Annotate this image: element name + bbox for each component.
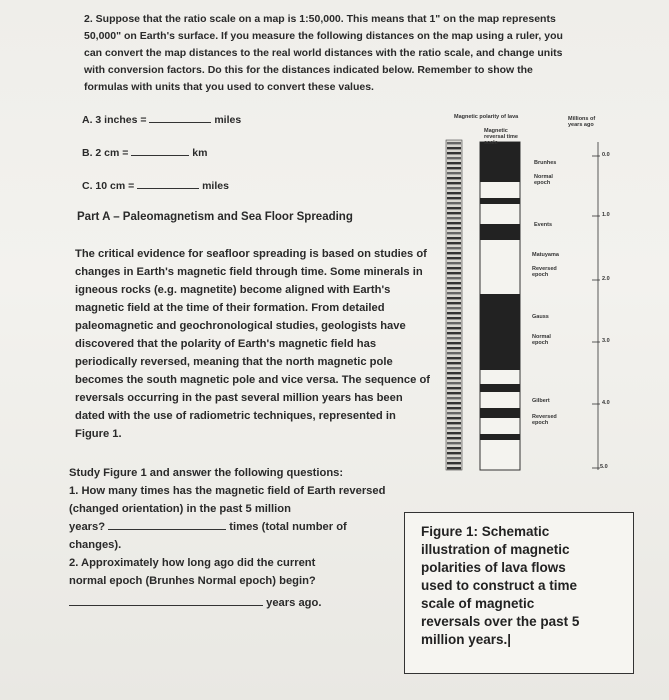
question-1-tail: changes).: [69, 539, 122, 551]
lava-flow-layer: [447, 232, 461, 234]
lava-flow-layer: [447, 202, 461, 204]
figure-1-diagram: [442, 112, 622, 480]
event-band-4: [480, 408, 520, 418]
lava-flow-layer: [447, 242, 461, 244]
lava-flow-layer: [447, 397, 461, 399]
lava-flow-layer: [447, 292, 461, 294]
lava-flow-layer: [447, 167, 461, 169]
study-instruction: Study Figure 1 and answer the following questions:: [69, 467, 344, 479]
lava-flow-column: [446, 140, 462, 470]
lava-flow-layer: [447, 462, 461, 464]
lava-flow-layer: [447, 372, 461, 374]
lava-flow-layer: [447, 362, 461, 364]
col3-header: Millions of years ago: [568, 116, 596, 128]
lava-flow-layer: [447, 407, 461, 409]
lava-flow-layer: [447, 182, 461, 184]
tick-label-0: 0.0: [602, 152, 610, 158]
reversal-time-scale: [480, 142, 520, 470]
lava-flow-layer: [447, 142, 461, 144]
lava-flow-layer: [447, 312, 461, 314]
col2-header: Magnetic reversal time scale: [484, 128, 518, 146]
item-b-answer-blank[interactable]: [131, 145, 189, 156]
lava-flow-layer: [447, 222, 461, 224]
lava-flow-layer: [447, 267, 461, 269]
lava-flow-layer: [447, 177, 461, 179]
item-c-answer-blank[interactable]: [137, 178, 199, 189]
epoch-gauss-normal: Normal epoch: [532, 334, 551, 346]
brunhes-normal-band: [480, 142, 520, 182]
event-band-5: [480, 434, 520, 440]
lava-flow-layer: [447, 147, 461, 149]
lava-flow-layer: [447, 157, 461, 159]
para-line-8: becomes the south magnetic pole and vice versa. The sequence of: [75, 374, 431, 386]
gauss-normal-band: [480, 294, 520, 370]
lava-flow-layer: [447, 367, 461, 369]
lava-flow-layer: [447, 192, 461, 194]
lava-flow-layer: [447, 382, 461, 384]
lava-flow-layer: [447, 197, 461, 199]
lava-flow-layer: [447, 417, 461, 419]
lava-flow-layer: [447, 467, 461, 469]
question-2-line-1: 2. Approximately how long ago did the current: [69, 557, 316, 569]
lava-flow-layer: [447, 357, 461, 359]
epoch-events: Events: [534, 222, 553, 228]
lava-flow-layer: [447, 317, 461, 319]
q2-line-3: can convert the map distances to the real world distances with the ratio scale, and change units: [84, 47, 563, 59]
lava-flow-layer: [447, 227, 461, 229]
lava-flow-layer: [447, 347, 461, 349]
lava-flow-layer: [447, 412, 461, 414]
lava-flow-layer: [447, 217, 461, 219]
lava-flow-layer: [447, 457, 461, 459]
para-line-7: periodically reversed, meaning that the north magnetic pole: [75, 356, 393, 368]
lava-flow-layer: [447, 342, 461, 344]
para-line-5: paleomagnetic and geochronological studies, geologists have: [75, 320, 406, 332]
q2-line-4: with conversion factors. Do this for the distances indicated below. Remember to show the: [84, 64, 533, 76]
figure-1-caption: Figure 1: Schematic illustration of magnetic polarities of lava flows used to construct a time scale of magnetic reversals over the past 5 million years.|: [421, 524, 580, 647]
lava-flow-layer: [447, 307, 461, 309]
item-c: [82, 178, 229, 192]
item-b: [82, 145, 207, 159]
epoch-gilbert-reversed: Reversed epoch: [532, 414, 557, 426]
lava-flow-layer: [447, 262, 461, 264]
lava-flow-layer: [447, 287, 461, 289]
question-1-suffix: times (total number of: [229, 521, 347, 533]
lava-flow-layer: [447, 452, 461, 454]
tick-label-2: 2.0: [602, 276, 610, 282]
lava-flow-layer: [447, 387, 461, 389]
para-line-9: reversals occurring in the past several million years has been: [75, 392, 403, 404]
item-a: [82, 112, 241, 126]
item-a-label: A. 3 inches =: [82, 114, 147, 126]
lava-flow-layer: [447, 327, 461, 329]
part-a-title: Part A – Paleomagnetism and Sea Floor Spreading: [77, 211, 353, 223]
question-1-line-1: 1. How many times has the magnetic field of Earth reversed: [69, 485, 386, 497]
item-b-unit: km: [192, 147, 208, 159]
event-band-2: [480, 224, 520, 240]
lava-flow-layer: [447, 187, 461, 189]
figure-1-caption-box: [404, 512, 634, 674]
tick-label-3: 3.0: [602, 338, 610, 344]
epoch-matuyama: Matuyama: [532, 252, 559, 258]
lava-flow-layer: [447, 162, 461, 164]
para-line-11: Figure 1.: [75, 428, 122, 440]
lava-flow-layer: [447, 272, 461, 274]
para-line-4: magnetic field at the time of their formation. From detailed: [75, 302, 385, 314]
question-1-prefix: years?: [69, 521, 106, 533]
para-line-6: discovered that the polarity of Earth's magnetic field has: [75, 338, 377, 350]
tick-label-1: 1.0: [602, 212, 610, 218]
epoch-matuyama-reversed: Reversed epoch: [532, 266, 557, 278]
lava-flow-layer: [447, 212, 461, 214]
epoch-gilbert: Gilbert: [532, 398, 550, 404]
lava-flow-layer: [447, 432, 461, 434]
question-1-line-2: (changed orientation) in the past 5 million: [69, 503, 291, 515]
lava-flow-layer: [447, 247, 461, 249]
lava-flow-layer: [447, 442, 461, 444]
q2-line-2: 50,000" on Earth's surface. If you measure the following distances on the map using a ruler, you: [84, 30, 563, 42]
para-line-10: dated with the use of radiometric techniques, represented in: [75, 410, 396, 422]
lava-flow-layer: [447, 252, 461, 254]
item-c-unit: miles: [202, 180, 229, 192]
lava-flow-layer: [447, 297, 461, 299]
lava-flow-layer: [447, 332, 461, 334]
epoch-gauss: Gauss: [532, 314, 549, 320]
lava-flow-layer: [447, 402, 461, 404]
para-line-2: changes in Earth's magnetic field through time. Some minerals in: [75, 266, 423, 278]
age-axis: [592, 142, 600, 470]
event-band-3: [480, 384, 520, 392]
epoch-brunhes: Brunhes: [534, 160, 557, 166]
event-band-1: [480, 198, 520, 204]
lava-flow-layer: [447, 282, 461, 284]
question-2-answer-line: [69, 594, 321, 612]
question-2-line-2: normal epoch (Brunhes Normal epoch) begin?: [69, 575, 316, 587]
para-line-1: The critical evidence for seafloor spreading is based on studies of: [75, 248, 427, 260]
lava-flow-layer: [447, 447, 461, 449]
lava-flow-layer: [447, 392, 461, 394]
lava-flow-layer: [447, 172, 461, 174]
question-2-answer-blank[interactable]: [69, 595, 263, 606]
lava-flow-layer: [447, 322, 461, 324]
item-a-unit: miles: [214, 114, 242, 126]
item-b-label: B. 2 cm =: [82, 147, 129, 159]
lava-flow-layer: [447, 277, 461, 279]
q2-line-1: 2. Suppose that the ratio scale on a map is 1:50,000. This means that 1" on the map represents: [84, 13, 556, 25]
question-1-answer-line: [69, 518, 347, 536]
q2-line-5: formulas with units that you used to convert these values.: [84, 81, 374, 93]
question-2-suffix: years ago.: [266, 597, 322, 609]
para-line-3: igneous rocks (e.g. magnetite) become aligned with Earth's: [75, 284, 391, 296]
lava-flow-layer: [447, 337, 461, 339]
lava-flow-layer: [447, 302, 461, 304]
lava-flow-layer: [447, 152, 461, 154]
lava-flow-layer: [447, 237, 461, 239]
lava-flow-layer: [447, 257, 461, 259]
question-1-answer-blank[interactable]: [108, 519, 226, 530]
lava-flow-layer: [447, 422, 461, 424]
lava-flow-layer: [447, 377, 461, 379]
lava-flow-layer: [447, 352, 461, 354]
epoch-brunhes-normal: Normal epoch: [534, 174, 553, 186]
lava-flow-layer: [447, 437, 461, 439]
tick-label-4: 4.0: [602, 400, 610, 406]
col1-header: Magnetic polarity of lava: [454, 114, 519, 120]
tick-label-5: 5.0: [600, 464, 608, 470]
lava-flow-layer: [447, 207, 461, 209]
lava-flow-layer: [447, 427, 461, 429]
item-c-label: C. 10 cm =: [82, 180, 135, 192]
item-a-answer-blank[interactable]: [149, 112, 211, 123]
